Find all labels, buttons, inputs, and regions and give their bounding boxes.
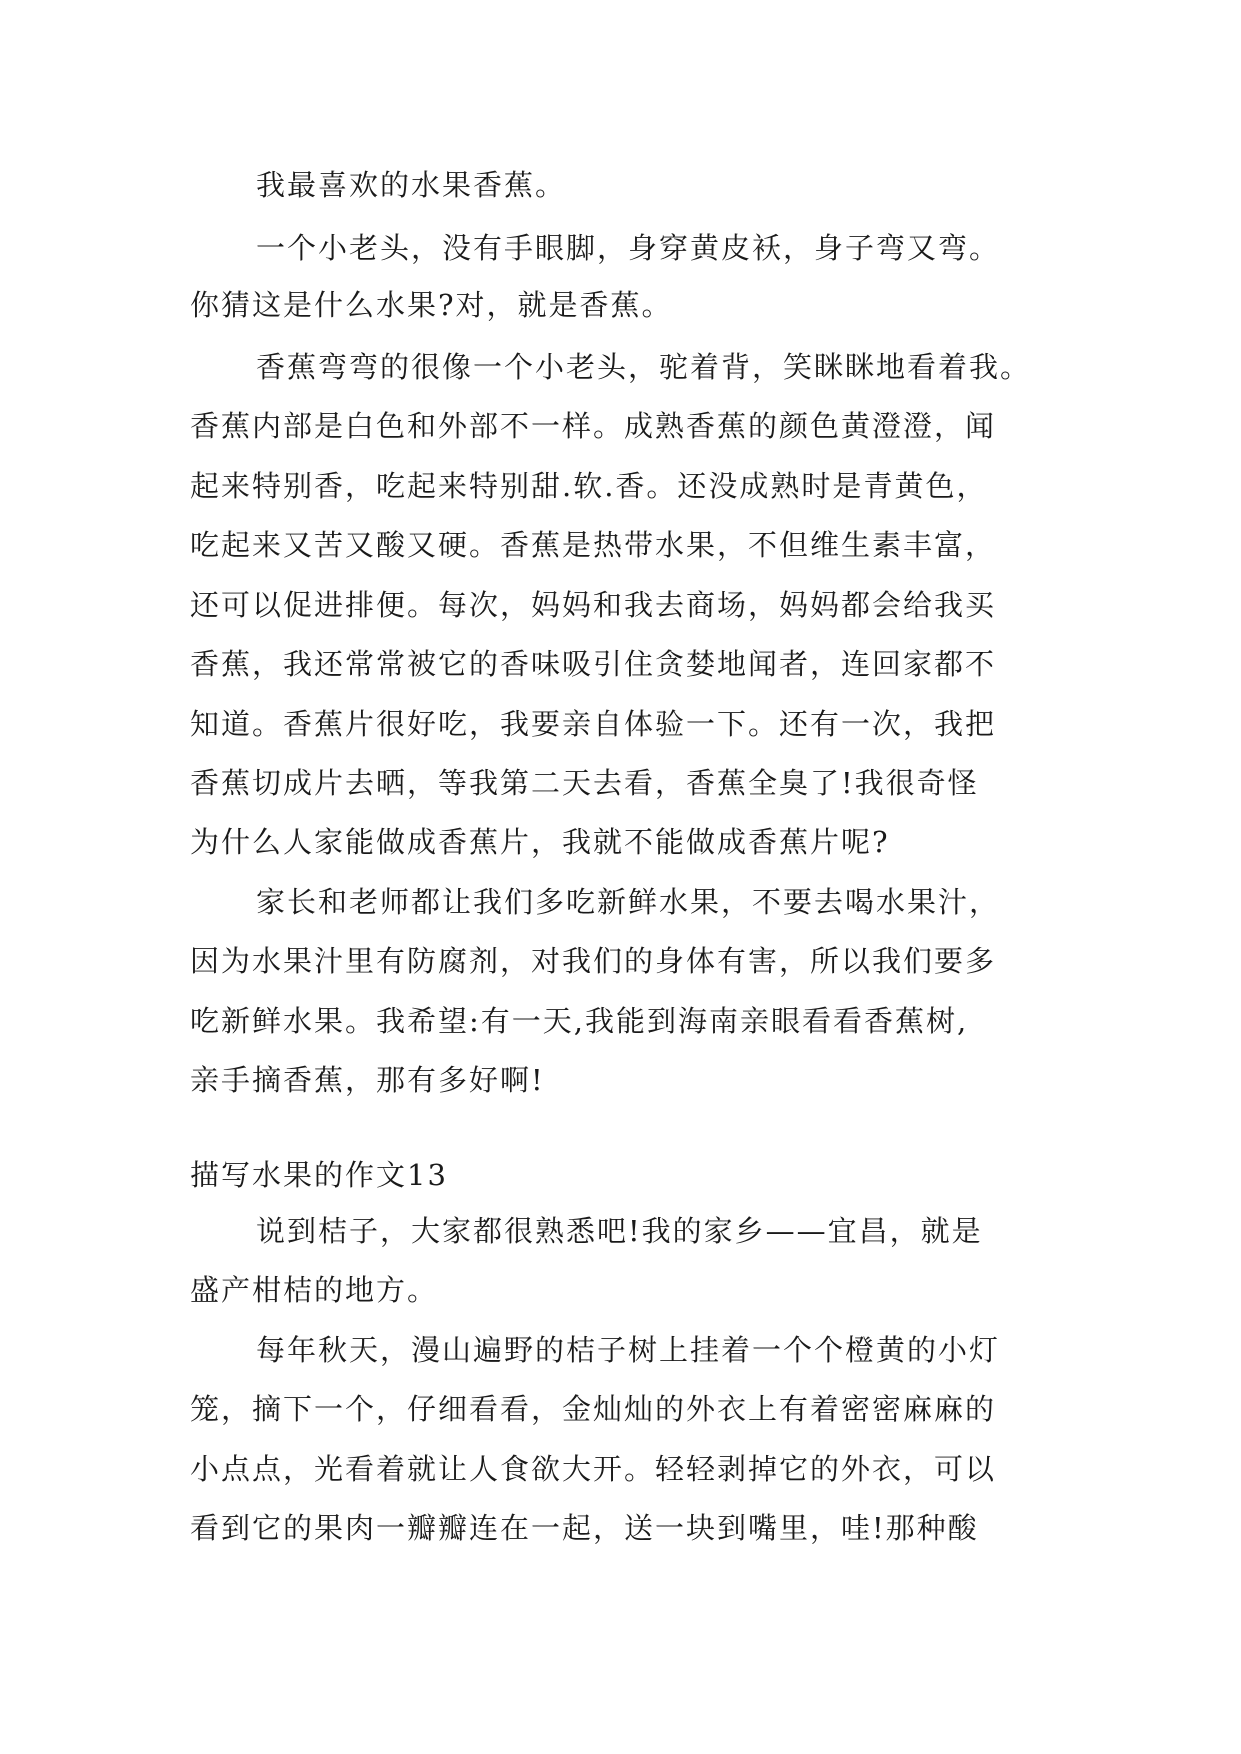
paragraph-line: 小点点，光看着就让人食欲大开。轻轻剥掉它的外衣，可以 xyxy=(190,1452,997,1486)
paragraph-line: 看到它的果肉一瓣瓣连在一起，送一块到嘴里，哇!那种酸 xyxy=(190,1511,979,1545)
paragraph-line: 盛产柑桔的地方。 xyxy=(190,1273,439,1307)
paragraph-line: 为什么人家能做成香蕉片，我就不能做成香蕉片呢? xyxy=(190,825,890,859)
paragraph-line: 你猜这是什么水果?对，就是香蕉。 xyxy=(190,288,673,322)
paragraph-line: 吃起来又苦又酸又硬。香蕉是热带水果，不但维生素丰富， xyxy=(190,528,997,562)
paragraph-line: 起来特别香，吃起来特别甜.软.香。还没成熟时是青黄色， xyxy=(190,469,988,503)
paragraph-line: 香蕉，我还常常被它的香味吸引住贪婪地闻者，连回家都不 xyxy=(190,647,997,681)
paragraph-line: 香蕉内部是白色和外部不一样。成熟香蕉的颜色黄澄澄，闻 xyxy=(190,409,997,443)
paragraph-line: 香蕉弯弯的很像一个小老头，驼着背，笑眯眯地看着我。 xyxy=(256,350,1032,384)
paragraph-line: 亲手摘香蕉，那有多好啊! xyxy=(190,1063,545,1097)
paragraph-line: 说到桔子，大家都很熟悉吧!我的家乡——宜昌，就是 xyxy=(256,1214,983,1248)
paragraph-line: 还可以促进排便。每次，妈妈和我去商场，妈妈都会给我买 xyxy=(190,588,997,622)
paragraph-line: 香蕉切成片去晒，等我第二天去看，香蕉全臭了!我很奇怪 xyxy=(190,766,979,800)
paragraph-line: 因为水果汁里有防腐剂，对我们的身体有害，所以我们要多 xyxy=(190,944,997,978)
paragraph-line: 家长和老师都让我们多吃新鲜水果，不要去喝水果汁， xyxy=(256,885,1001,919)
paragraph-line: 我最喜欢的水果香蕉。 xyxy=(256,168,567,202)
paragraph-line: 知道。香蕉片很好吃，我要亲自体验一下。还有一次，我把 xyxy=(190,707,997,741)
section-heading: 描写水果的作文13 xyxy=(190,1158,448,1192)
paragraph-line: 每年秋天，漫山遍野的桔子树上挂着一个个橙黄的小灯 xyxy=(256,1333,1001,1367)
paragraph-line: 吃新鲜水果。我希望:有一天,我能到海南亲眼看看香蕉树, xyxy=(190,1004,969,1038)
paragraph-line: 一个小老头，没有手眼脚，身穿黄皮袄，身子弯又弯。 xyxy=(256,231,1001,265)
paragraph-line: 笼，摘下一个，仔细看看，金灿灿的外衣上有着密密麻麻的 xyxy=(190,1392,997,1426)
